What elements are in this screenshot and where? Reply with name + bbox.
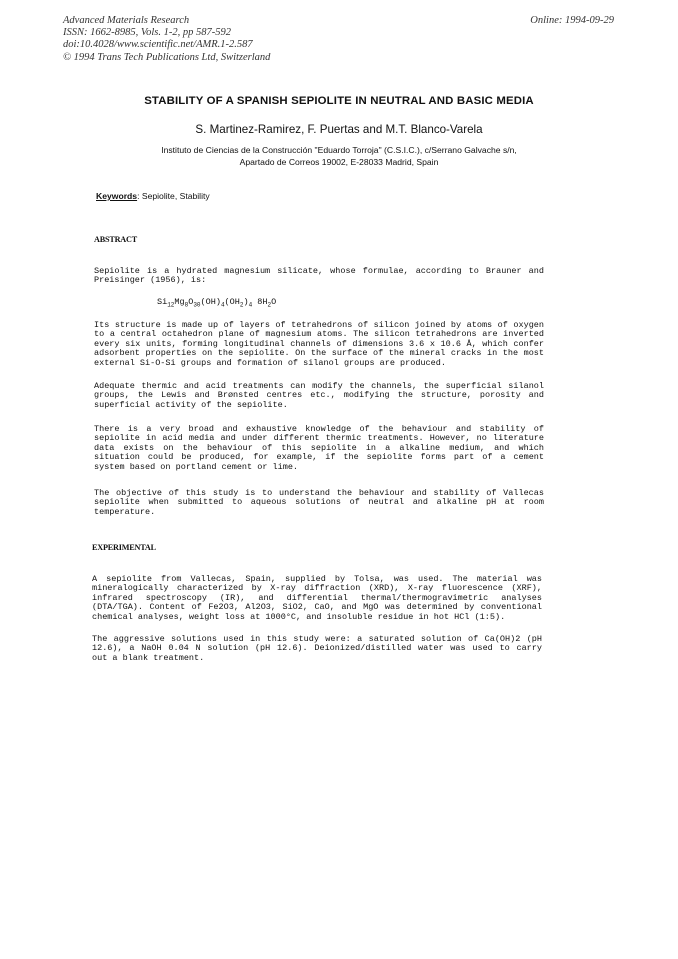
text-line: Adequate thermic and acid treatments can modify the channels, the superficial silanol — [94, 381, 544, 391]
affiliation-line-2: Apartado de Correos 19002, E-28033 Madrid, Spain — [239, 157, 439, 167]
experimental-paragraph-1 — [92, 575, 542, 622]
text-line: data exists on the behaviour of this sepiolite in a alkaline medium, and which — [94, 442, 544, 453]
text-line: Its structure is made up of layers of tetrahedrons of silicon joined by atoms of oxygen — [94, 320, 544, 330]
text-line: sepiolite in acid media and under different thermic treatments. However, no literature — [94, 433, 544, 444]
abstract-paragraph-3 — [94, 382, 544, 410]
text-line: 12.6), a NaOH 0.04 N solution (pH 12.6). Deionized/distilled water was used to carry — [92, 643, 542, 654]
text-line: external Si-O-Si groups and formation of silanol groups are produced. — [94, 357, 446, 368]
journal-name: Advanced Materials Research — [63, 15, 190, 26]
abstract-paragraph-4 — [94, 425, 544, 472]
text-line: adsorbent properties on the sepiolite. On the surface of the mineral cracks in the most — [94, 348, 544, 359]
text-line: (DTA/TGA). Content of Fe2O3, Al2O3, SiO2, CaO, and MgO was determined by conventional — [92, 602, 542, 613]
text-line: Preisinger (1956), is: — [94, 275, 207, 286]
keywords — [96, 191, 210, 201]
text-line: chemical analyses, weight loss at 1000°C, and insoluble residue in hot HCl (1:5). — [92, 611, 506, 622]
online-date: Online: 1994-09-29 — [530, 15, 614, 26]
authors: S. Martinez-Ramirez, F. Puertas and M.T. Blanco-Varela — [195, 123, 483, 136]
affiliation — [0, 144, 678, 168]
text-line: every six units, forming longitudinal channels of dimensions 3.6 x 10.6 Å, which confer — [94, 338, 544, 349]
abstract-paragraph-1 — [94, 267, 544, 286]
text-line: out a blank treatment. — [92, 652, 205, 663]
text-line: A sepiolite from Vallecas, Spain, supplied by Tolsa, was used. The material was — [92, 574, 542, 584]
paper-title: STABILITY OF A SPANISH SEPIOLITE IN NEUTRAL AND BASIC MEDIA — [144, 95, 534, 107]
affiliation-line-1: Instituto de Ciencias de la Construcción "Eduardo Torroja" (C.S.I.C.), c/Serrano Galvache s/n, — [161, 145, 517, 155]
text-line: Sepiolite is a hydrated magnesium silicate, whose formulae, according to Brauner and — [94, 266, 544, 276]
experimental-heading: EXPERIMENTAL — [92, 543, 156, 552]
doi: doi:10.4028/www.scientific.net/AMR.1-2.587 — [63, 39, 253, 51]
text-line: mineralogically characterized by X-ray diffraction (XRD), X-ray fluorescence (XRF), — [92, 583, 542, 594]
keywords-label: Keywords — [96, 191, 138, 201]
abstract-paragraph-5 — [94, 489, 544, 517]
text-line: groups, the Lewis and Brønsted centres etc., modifying the structure, porosity and — [94, 390, 544, 401]
text-line: There is a very broad and exhaustive knowledge of the behaviour and stability of — [94, 424, 544, 434]
text-line: situation could be produced, for example, if the sepiolite forms part of a cement — [94, 452, 544, 463]
text-line: The objective of this study is to understand the behaviour and stability of Vallecas — [94, 488, 544, 498]
abstract-heading: ABSTRACT — [94, 235, 137, 244]
text-line: to a central octahedron plane of magnesium atoms. The silicon tetrahedrons are inverted — [94, 329, 544, 340]
text-line: superficial activity of the sepiolite. — [94, 399, 288, 410]
keywords-value: : Sepiolite, Stability — [137, 191, 210, 201]
text-line: temperature. — [94, 506, 156, 517]
copyright: © 1994 Trans Tech Publications Ltd, Switzerland — [63, 51, 271, 63]
issn: ISSN: 1662-8985, Vols. 1-2, pp 587-592 — [63, 27, 231, 39]
abstract-paragraph-2 — [94, 321, 544, 368]
text-line: system based on portland cement or lime. — [94, 461, 299, 472]
text-line: The aggressive solutions used in this study were: a saturated solution of Ca(OH)2 (pH — [92, 634, 542, 644]
sepiolite-formula: $Si_{12}Mg_8O_{30}(OH)_4(OH_2)_4$ $8H_2O$ — [157, 297, 277, 309]
text-line: sepiolite when submitted to aqueous solutions of neutral and alkaline pH at room — [94, 497, 544, 508]
experimental-paragraph-2 — [92, 635, 542, 663]
publication-metadata — [63, 15, 270, 64]
text-line: infrared spectroscopy (IR), and differential thermal/thermogravimetric analyses — [92, 592, 542, 603]
